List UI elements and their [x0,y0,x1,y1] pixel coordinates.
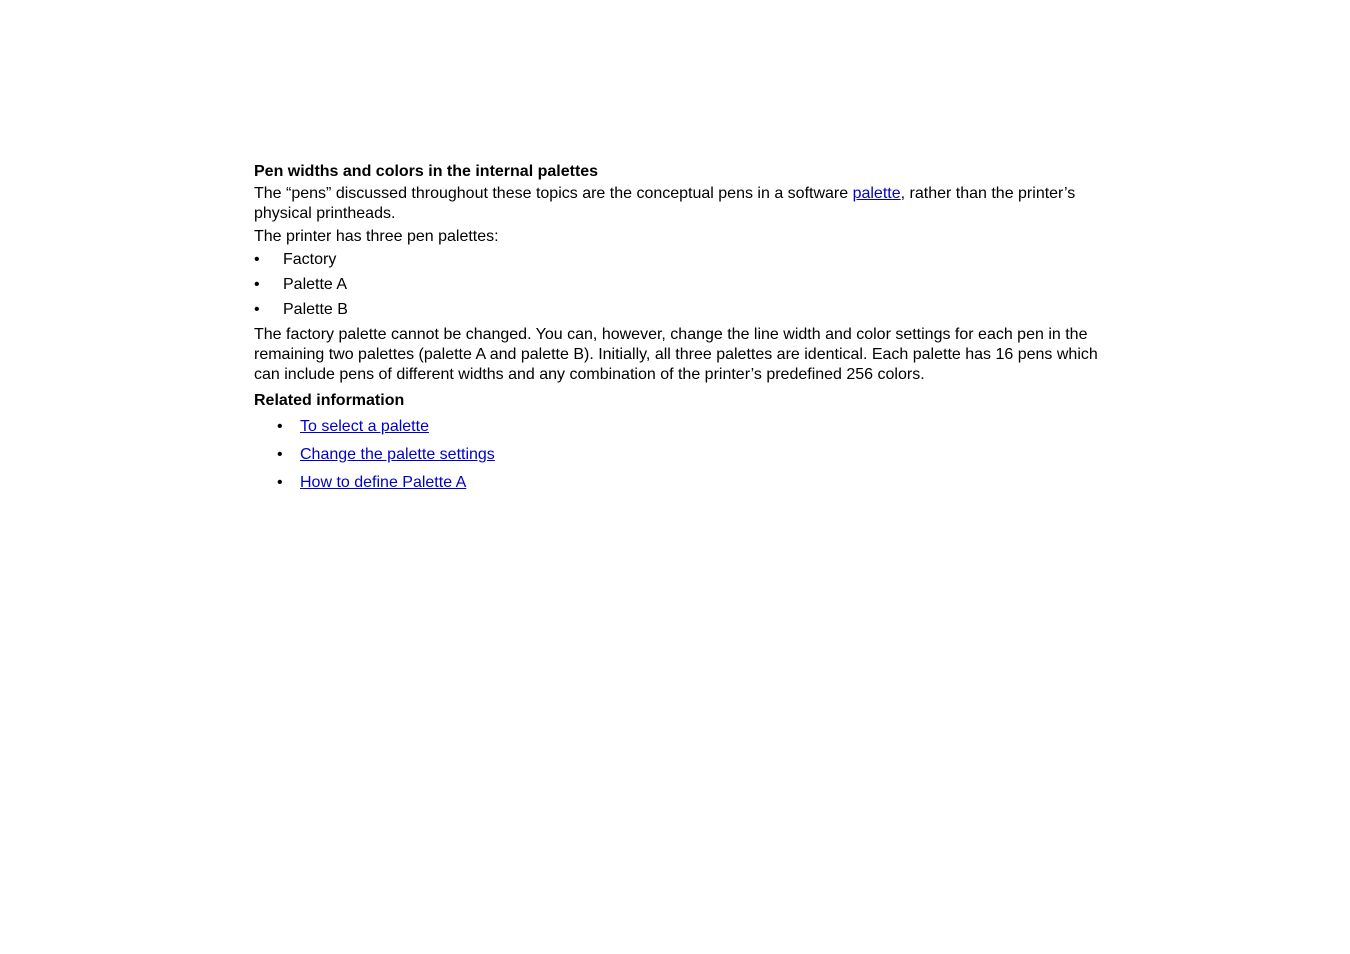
bullet: • [254,276,260,293]
list-item [254,300,1099,320]
bullet: • [277,418,283,435]
related-links-list [254,416,1099,494]
list-item [254,250,1099,270]
related-heading: Related information [254,392,405,409]
palette-name: Factory [283,251,337,268]
list-item [254,444,1099,466]
bullet: • [254,301,260,318]
bullet: • [277,474,283,491]
list-item [254,416,1099,438]
bullet: • [277,446,283,463]
palette-link[interactable]: palette [852,185,901,202]
intro-text-after: , rather than the printer’s physical printheads. [254,185,1076,222]
bullet: • [254,251,260,268]
topic-title: Pen widths and colors in the internal palettes [254,163,599,180]
palette-name: Palette B [283,301,348,318]
palette-list [254,250,1099,320]
select-palette-link[interactable]: To select a palette [300,418,429,435]
change-palette-settings-link[interactable]: Change the palette settings [300,446,495,463]
intro-paragraph [254,184,1099,224]
description-paragraph: The factory palette cannot be changed. You can, however, change the line width and color settings for each pen in the remaining two palettes (palette A and palette B). Initially, all three palettes are identical. Each palette has 16 pens which can include pens of different widths and any combination of the printer’s predefined 256 colors. [254,326,1098,383]
intro-text-before: The “pens” discussed throughout these topics are the conceptual pens in a software [254,185,853,202]
palette-name: Palette A [283,276,348,293]
palettes-intro: The printer has three pen palettes: [254,228,499,245]
topic-content [254,161,1099,500]
list-item [254,472,1099,494]
list-item [254,275,1099,295]
define-palette-a-link[interactable]: How to define Palette A [300,474,467,491]
